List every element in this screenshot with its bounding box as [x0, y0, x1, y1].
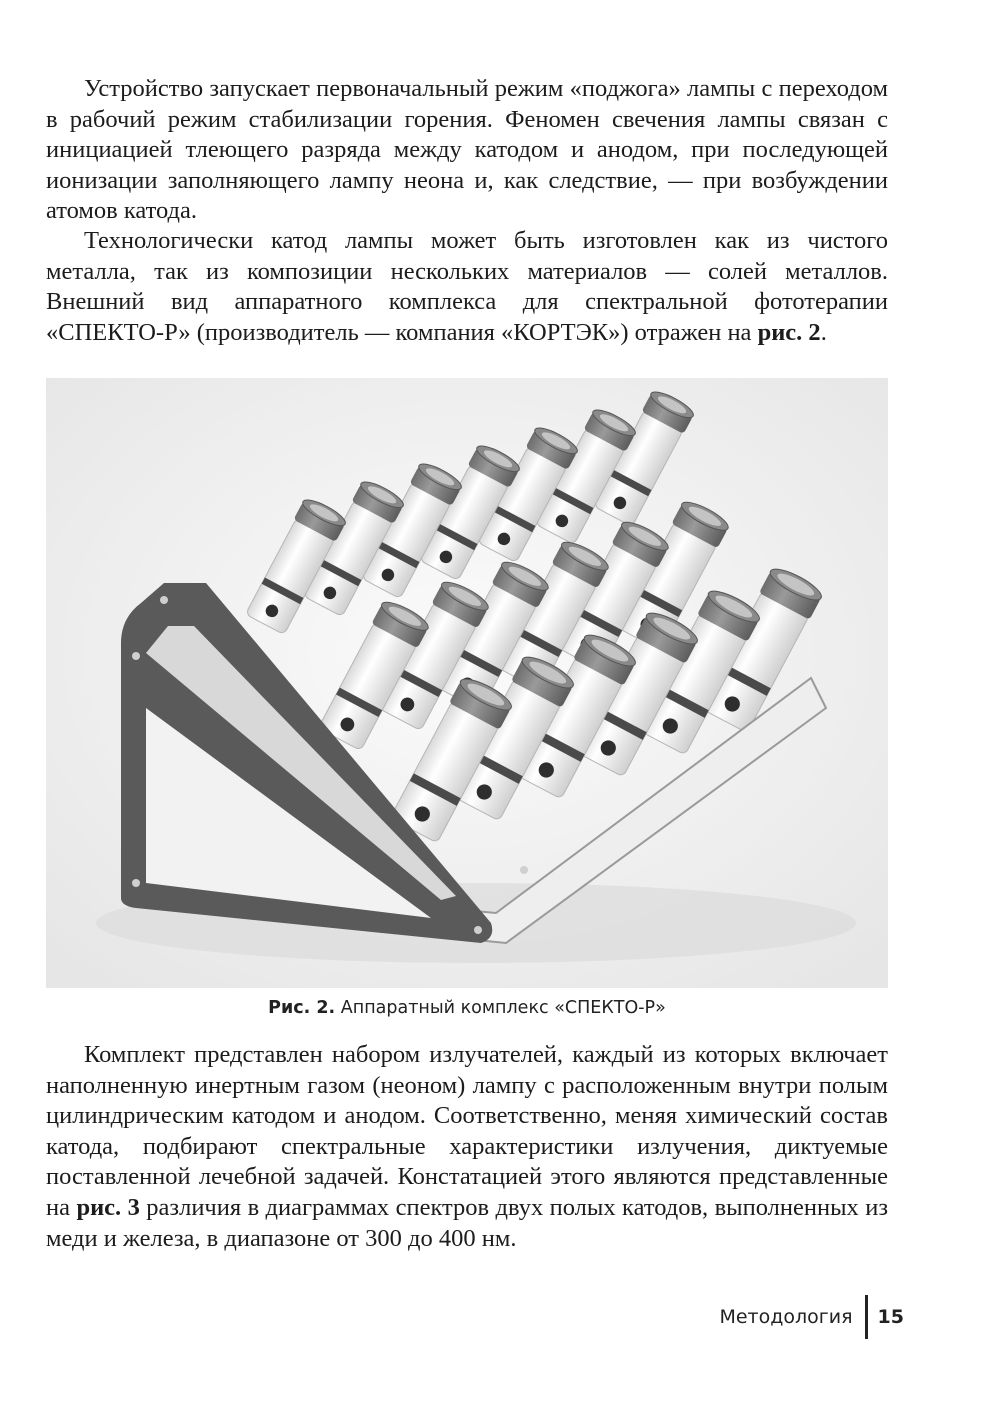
paragraph-2-end: .: [820, 318, 827, 346]
paragraph-3-end: различия в диаграммах спектров двух полых катодов, выполненных из меди и железа, в диапазоне от 300 до 400 нм.: [46, 1193, 889, 1252]
caption-text: Аппаратный комплекс «СПЕКТО-Р»: [340, 998, 666, 1018]
device-photo: [46, 378, 888, 988]
paragraph-2: [46, 226, 888, 348]
paragraph-1: Устройство запускает первоначальный режим «поджога» лампы с переходом в рабочий режим стабилизации горения. Феномен свечения лампы связан с инициацией тлеющего разряда между катодом и анодом, при последующей ионизации заполняющего лампу неона и, как следствие, — при возбуждении атомов катода.: [46, 75, 888, 225]
figure-2-image: [46, 378, 888, 988]
paragraph-3-text: Комплект представлен набором излучателей, каждый из которых включает наполненную инертным газом (неоном) лампу с расположенным внутри полым цилиндрическим катодом и анодом. Соответственно, меняя химический состав катода, подбирают спектральные характеристики излучения, диктуемые поставленной лечебной задачей. Констатацией этого являются представленные на: [46, 1041, 888, 1221]
figure-2-caption: [46, 998, 888, 1018]
footer-section-title: Методология: [719, 1306, 853, 1328]
paragraph-3: [46, 1040, 888, 1254]
paragraph-2-text: Технологически катод лампы может быть изготовлен как из чистого металла, так из композиции нескольких материалов — солей металлов. Внешний вид аппаратного комплекса для спектральной фототерапии «СПЕКТО-Р» (производитель — компания «КОРТЭК») отражен на: [46, 227, 888, 346]
page-footer: [719, 1295, 904, 1339]
figure-2-reference[interactable]: рис. 2: [757, 318, 821, 346]
footer-divider: [865, 1295, 868, 1339]
caption-label: Рис. 2.: [268, 998, 336, 1018]
page-number: 15: [877, 1306, 904, 1328]
figure-3-reference[interactable]: рис. 3: [76, 1193, 140, 1221]
